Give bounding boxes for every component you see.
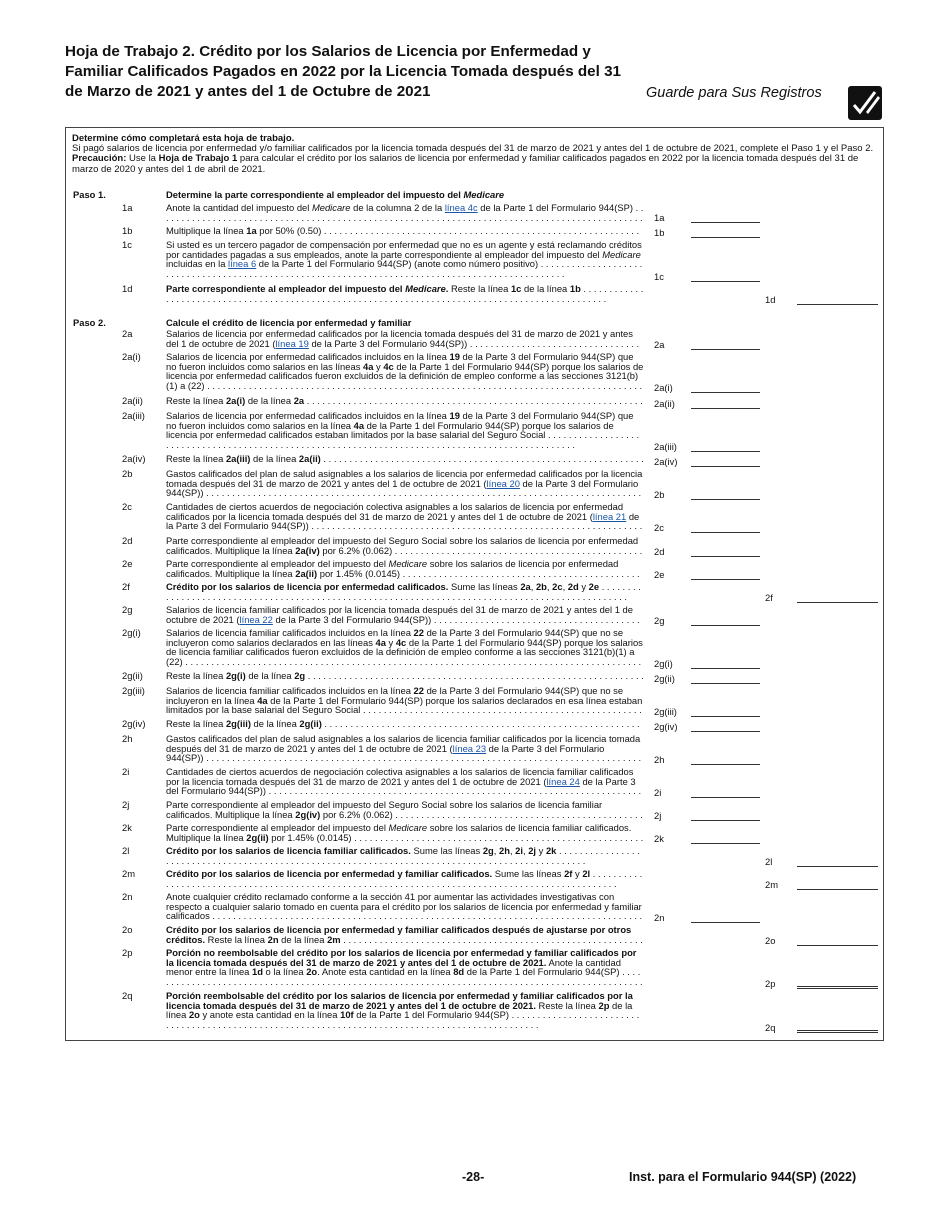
- line-1a-row: 1a Anote la cantidad del impuesto del Medicare de la columna 2 de la línea 4c de la Parte 1 del Formulario 944(SP) . . . 1a: [66, 203, 883, 223]
- line-2f-field[interactable]: [797, 592, 878, 603]
- intro-title: Determine cómo completará esta hoja de trabajo.: [72, 133, 295, 144]
- line-2ai-row: 2a(i) Salarios de licencia por enfermedad calificados incluidos en la línea 19 de la Parte 3 del Formulario 944(SP) que no fueron incluidos como salarios en las líneas 4a y 4c de la Parte 1 del Formulario 944(SP) porque los salarios de licencia por enfermedad calificados fueron excluidos de la definición de empleo conforme a las secciones 3121(b)(1) a (22) . . . 2a(i): [66, 352, 883, 393]
- line-2aiii-row: 2a(iii) Salarios de licencia por enfermedad calificados incluidos en la línea 19 de la Parte 3 del Formulario 944(SP) que no fueron incluidos como salarios en la línea 4a de la Parte 1 del Formulario 944(SP) porque los salarios de licencia por enfermedad calificados estaban limitados por la base salarial del Seguro Social . . . 2a(iii): [66, 411, 883, 452]
- line-2gi-field[interactable]: [691, 658, 760, 669]
- line-2c-field[interactable]: [691, 522, 760, 533]
- line-2aiv-row: 2a(iv) Reste la línea 2a(iii) de la línea 2a(ii) . . . 2a(iv): [66, 454, 883, 467]
- line-2giii-row: 2g(iii) Salarios de licencia familiar calificados incluidos en la línea 22 de la Parte 3 del Formulario 944(SP) que no se incluyeron en la línea 4a de la Parte 1 del Formulario 944(SP) porque los salarios declarados en esa línea estaban limitados por la base salarial del Seguro Social . . . 2g(iii): [66, 686, 883, 717]
- line-2d-field[interactable]: [691, 546, 760, 557]
- line-2k-field[interactable]: [691, 833, 760, 844]
- line-2l-row: 2l Crédito por los salarios de licencia familiar calificados. Sume las líneas 2g, 2h, 2i, 2j y 2k . . . 2l: [66, 846, 883, 867]
- line-2p-row: 2p Porción no reembolsable del crédito por los salarios de licencia por enfermedad y familiar calificados por la licencia tomada después del 31 de marzo de 2021 y antes del 1 de octubre de 2021. Anote la cantidad menor entre la línea 1d o la línea 2o. Anote esta cantidad en la línea 8d de la Parte 1 del Formulario 944(SP) . . . 2p: [66, 948, 883, 989]
- paso1-heading-row: [66, 190, 883, 200]
- line-2a-row: 2a Salarios de licencia por enfermedad calificados por la licencia tomada después del 31 de marzo de 2021 y antes del 1 de octubre de 2021 (línea 19 de la Parte 3 del Formulario 944(SP)) . . . 2a: [66, 329, 883, 350]
- line-2j-field[interactable]: [691, 810, 760, 821]
- paso2-heading-row: [66, 318, 883, 328]
- line-2p-field[interactable]: [797, 976, 878, 989]
- line-2c-row: 2c Cantidades de ciertos acuerdos de negociación colectiva asignables a los salarios de licencia por enfermedad calificados por la licencia tomada después del 31 de marzo de 2021 y antes del 1 de octubre de 2021 (línea 21 de la Parte 3 del Formulario 944(SP)) . . . 2c: [66, 502, 883, 533]
- page-title: Hoja de Trabajo 2. Crédito por los Salarios de Licencia por Enfermedad y Familiar Calificados Pagados en 2022 por la Licencia Tomada después del 31 de Marzo de 2021 y antes del 1 de Octubre de 2021: [65, 43, 621, 100]
- paso1-heading: Determine la parte correspondiente al empleador del impuesto del Medicare: [166, 190, 505, 200]
- line-2a-field[interactable]: [691, 339, 760, 350]
- line-2q-row: 2q Porción reembolsable del crédito por los salarios de licencia por enfermedad y familiar calificados por la licencia tomada después del 31 de marzo de 2021 y antes del 1 de octubre de 2021. Reste la línea 2p de la línea 2o y anote esta cantidad en la línea 10f de la Parte 1 del Formulario 944(SP) . . . 2q: [66, 991, 883, 1033]
- line-2l-field[interactable]: [797, 856, 878, 867]
- line-2gii-row: 2g(ii) Reste la línea 2g(i) de la línea 2g . . . 2g(ii): [66, 671, 883, 684]
- line-1d-row: 1d Parte correspondiente al empleador del impuesto del Medicare. Reste la línea 1c de la línea 1b . . . 1d: [66, 284, 883, 305]
- line-2i-row: 2i Cantidades de ciertos acuerdos de negociación colectiva asignables a los salarios de licencia familiar calificados por la licencia tomada después del 31 de marzo de 2021 y antes del 1 de octubre de 2021 (línea 24 de la Parte 3 del Formulario 944(SP)) . . . 2i: [66, 767, 883, 798]
- line-2ai-field[interactable]: [691, 382, 760, 393]
- page-number: -28-: [462, 1170, 485, 1184]
- line-2gi-row: 2g(i) Salarios de licencia familiar calificados incluidos en la línea 22 de la Parte 3 del Formulario 944(SP) que no se incluyeron como salarios declarados en las líneas 4a y 4c de la Parte 1 del Formulario 944(SP) porque los salarios de licencia familiar calificados fueron excluidos de la definición de empleo conforme a las secciones 3121(b)(1) a (22) . . . 2g(i): [66, 628, 883, 669]
- line-2e-row: 2e Parte correspondiente al empleador del impuesto del Medicare sobre los salarios de licencia por enfermedad calificados. Multiplique la línea 2a(ii) por 1.45% (0.0145) . . . 2e: [66, 559, 883, 580]
- line-2g-field[interactable]: [691, 615, 760, 626]
- worksheet-box: [65, 127, 884, 1041]
- line-2d-row: 2d Parte correspondiente al empleador del impuesto del Seguro Social sobre los salarios de licencia por enfermedad calificados. Multiplique la línea 2a(iv) por 6.2% (0.062) . . . 2d: [66, 536, 883, 557]
- line-1c-field[interactable]: [691, 271, 760, 282]
- form-instructions-footer: Inst. para el Formulario 944(SP) (2022): [629, 1170, 857, 1184]
- line-2m-row: 2m Crédito por los salarios de licencia por enfermedad y familiar calificados. Sume las líneas 2f y 2l . . . 2m: [66, 869, 883, 890]
- line-2f-row: 2f Crédito por los salarios de licencia por enfermedad calificados. Sume las líneas 2a, 2b, 2c, 2d y 2e . . . 2f: [66, 582, 883, 603]
- line-1b-field[interactable]: [691, 227, 760, 238]
- line-2g-row: 2g Salarios de licencia familiar calificados por la licencia tomada después del 31 de marzo de 2021 y antes del 1 de octubre de 2021 (línea 22 de la Parte 3 del Formulario 944(SP)) . . . 2g: [66, 605, 883, 626]
- line-2h-field[interactable]: [691, 754, 760, 765]
- line-1b-row: 1b Multiplique la línea 1a por 50% (0.50) . . . 1b: [66, 226, 883, 238]
- paso2-heading: Calcule el crédito de licencia por enfermedad y familiar: [166, 318, 412, 328]
- line-2giv-row: 2g(iv) Reste la línea 2g(iii) de la línea 2g(ii) . . . 2g(iv): [66, 719, 883, 732]
- line-2aii-field[interactable]: [691, 398, 760, 409]
- line-2o-field[interactable]: [797, 935, 878, 946]
- line-2i-field[interactable]: [691, 787, 760, 798]
- worksheet-intro: [72, 134, 876, 175]
- line-1c-row: 1c Si usted es un tercero pagador de compensación por enfermedad que no es un agente y está reclamando créditos por cantidades pagadas a sus empleados, anote la parte correspondiente al empleador del impuesto del Medicare incluidas en la línea 6 de la Parte 1 del Formulario 944(SP) (anote como número positivo) . . . 1c: [66, 240, 883, 282]
- line-2e-field[interactable]: [691, 569, 760, 580]
- line-2h-row: 2h Gastos calificados del plan de salud asignables a los salarios de licencia familiar calificados por la licencia tomada después del 31 de marzo de 2021 y antes del 1 de octubre de 2021 (línea 23 de la Parte 3 del Formulario 944(SP)) . . . 2h: [66, 734, 883, 765]
- line-1d-field[interactable]: [797, 294, 878, 305]
- paso1-label: Paso 1.: [73, 189, 106, 200]
- line-2j-row: 2j Parte correspondiente al empleador del impuesto del Seguro Social sobre los salarios de licencia familiar calificados. Multiplique la línea 2g(iv) por 6.2% (0.062) . . . 2j: [66, 800, 883, 821]
- line-2k-row: 2k Parte correspondiente al empleador del impuesto del Medicare sobre los salarios de licencia familiar calificados. Multiplique la línea 2g(ii) por 1.45% (0.0145) . . . 2k: [66, 823, 883, 844]
- line-2n-field[interactable]: [691, 912, 760, 923]
- paso2-label: Paso 2.: [73, 317, 106, 328]
- intro-text: Si pagó salarios de licencia por enfermedad y/o familiar calificados por la licencia tomada después del 31 de marzo de 2021 y antes del 1 de octubre de 2021, complete el Paso 1 y el Paso 2. Precaución: Use la Hoja de Trabajo 1 para calcular el crédito por los salarios de licencia por enfermedad y familiar calificados pagados en 2022 por la licencia tomada después del 31 de marzo de 2020 y antes del 1 de abril de 2021.: [72, 143, 874, 175]
- line-2aii-row: 2a(ii) Reste la línea 2a(i) de la línea 2a . . . 2a(ii): [66, 396, 883, 409]
- keep-records-note: Guarde para Sus Registros: [646, 85, 822, 101]
- line-2b-row: 2b Gastos calificados del plan de salud asignables a los salarios de licencia por enfermedad calificados por la licencia tomada después del 31 de marzo de 2021 y antes del 1 de octubre de 2021 (línea 20 de la Parte 3 del Formulario 944(SP)) . . . 2b: [66, 469, 883, 500]
- line-2aiii-field[interactable]: [691, 441, 760, 452]
- line-2giv-field[interactable]: [691, 721, 760, 732]
- line-2aiv-field[interactable]: [691, 456, 760, 467]
- line-2gii-field[interactable]: [691, 673, 760, 684]
- line-1a-field[interactable]: [691, 212, 760, 223]
- pen-checkmark-icon: [848, 86, 882, 125]
- line-2b-field[interactable]: [691, 489, 760, 500]
- line-2n-row: 2n Anote cualquier crédito reclamado conforme a la sección 41 por aumentar las actividades investigativas con respecto a cualquier salario tomado en cuenta para el crédito por los salarios de licencia por enfermedad y familiar calificados . . . 2n: [66, 892, 883, 923]
- line-2giii-field[interactable]: [691, 706, 760, 717]
- line-2m-field[interactable]: [797, 879, 878, 890]
- line-2q-field[interactable]: [797, 1020, 878, 1033]
- line-2o-row: 2o Crédito por los salarios de licencia por enfermedad y familiar calificados después de ajustarse por otros créditos. Reste la línea 2n de la línea 2m . . . 2o: [66, 925, 883, 946]
